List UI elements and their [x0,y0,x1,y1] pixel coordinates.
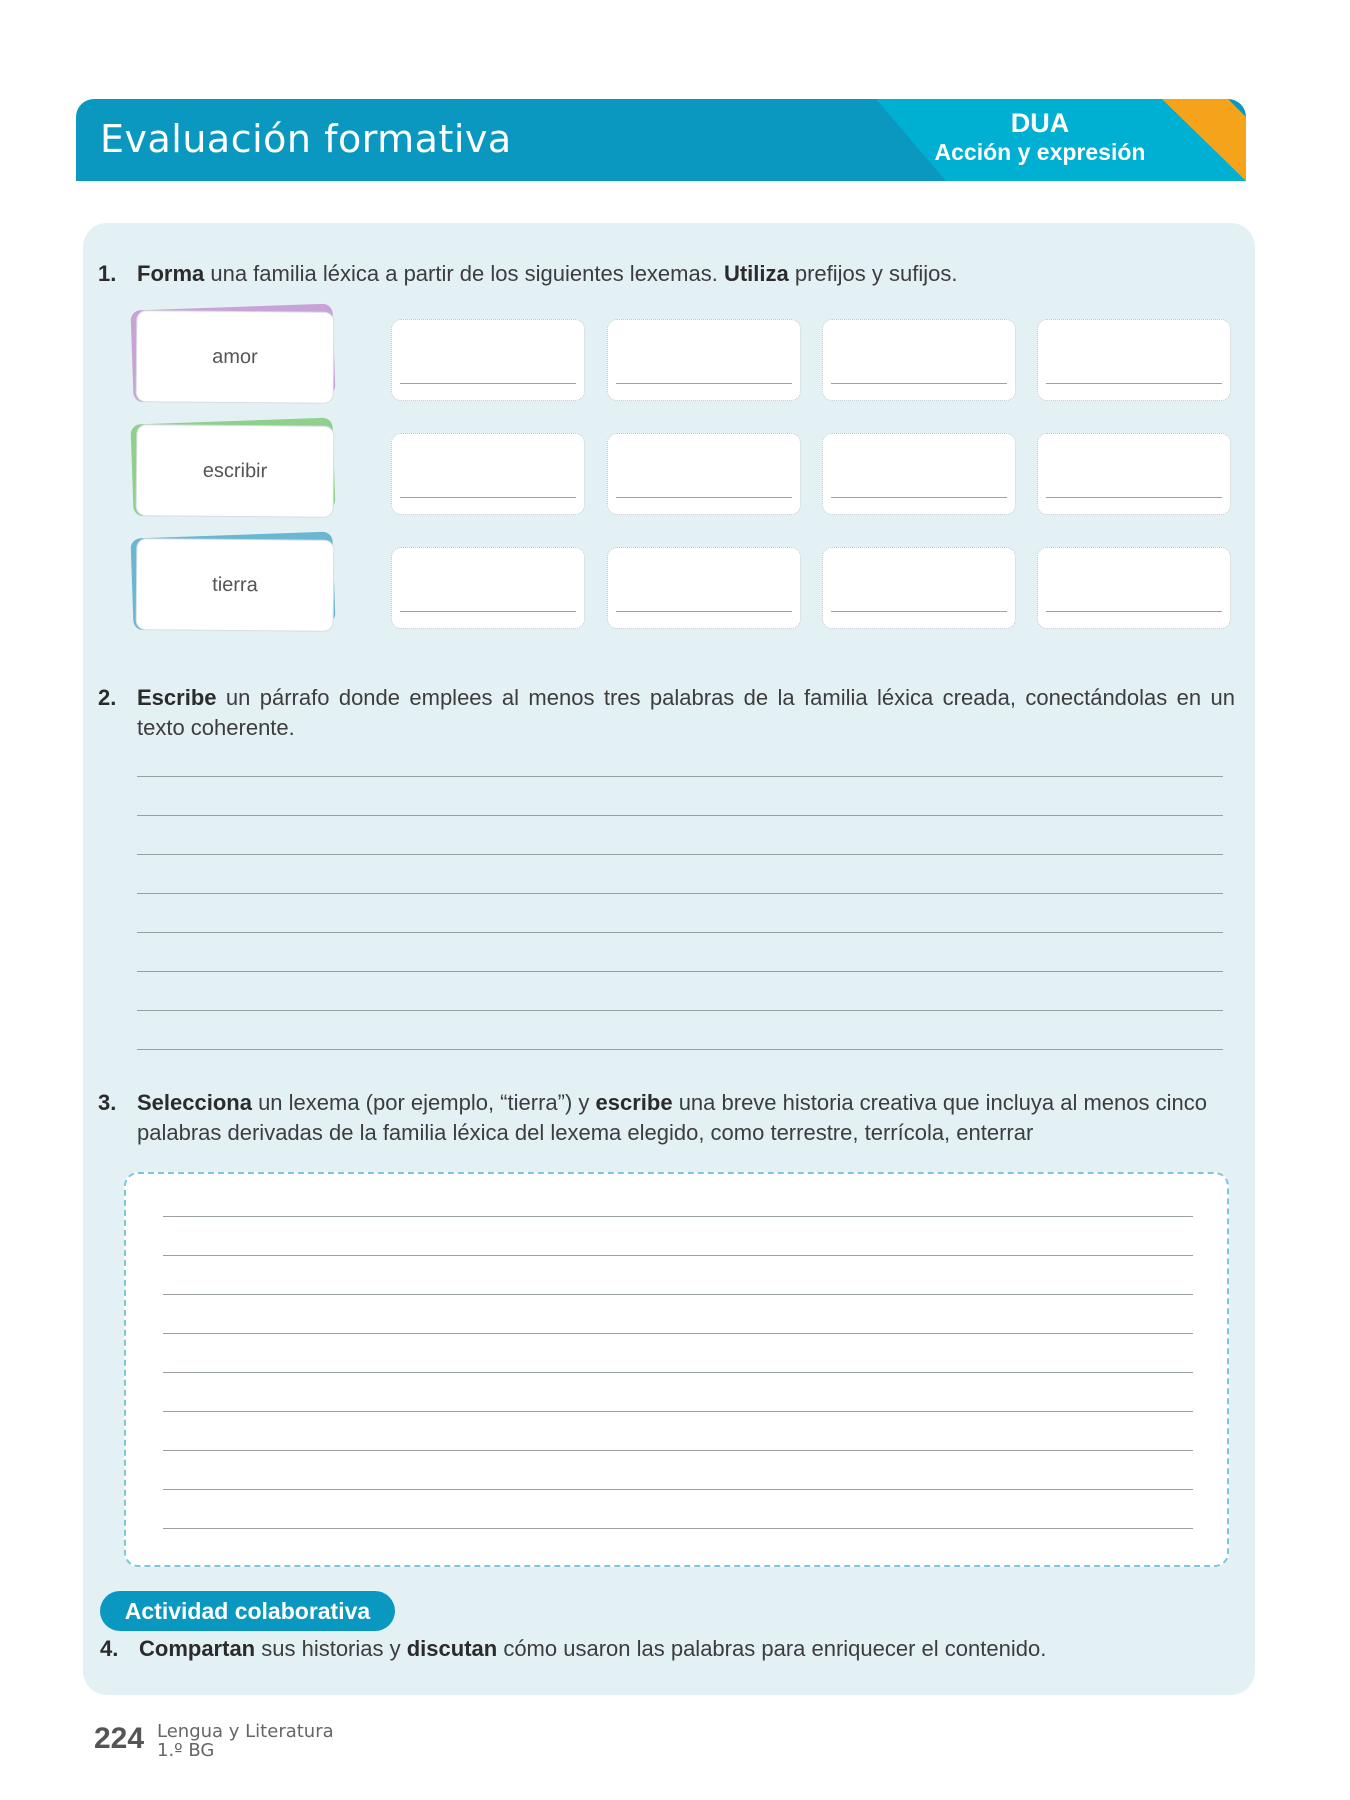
answer-box[interactable] [1037,547,1231,629]
writing-line [163,1372,1193,1373]
instruction-verb: Compartan [139,1636,256,1661]
writing-line [137,932,1223,933]
footer-subject [157,1722,334,1760]
writing-line [163,1255,1193,1256]
instruction-text: sus historias y [255,1636,407,1661]
writing-line [137,971,1223,972]
writing-line [137,854,1223,855]
instruction-verb: Selecciona [137,1090,252,1115]
instruction-text: prefijos y sufijos. [788,261,958,286]
writing-line [137,1049,1223,1050]
writing-line [163,1333,1193,1334]
page-number: 224 [94,1722,145,1755]
writing-area-q3[interactable] [124,1172,1229,1567]
writing-line [163,1411,1193,1412]
grade-label: 1.º BG [157,1740,215,1761]
writing-line [163,1528,1193,1529]
writing-line [163,1489,1193,1490]
answer-box[interactable] [391,433,585,515]
question-3 [98,1088,1235,1150]
question-2 [98,683,1235,745]
answer-box[interactable] [1037,319,1231,401]
answer-box[interactable] [607,433,801,515]
instruction-verb: Forma [137,261,205,286]
question-number: 2. [98,685,117,710]
lexeme-label: tierra [136,538,335,632]
instruction-verb: discutan [406,1636,498,1661]
answer-box[interactable] [391,547,585,629]
instruction-text: cómo usaron las palabras para enriquecer el contenido. [497,1636,1047,1661]
dua-title: DUA [1010,108,1070,138]
dua-subtitle: Acción y expresión [934,139,1146,165]
answer-box[interactable] [607,547,801,629]
instruction-verb: escribe [595,1090,673,1115]
answer-box[interactable] [822,433,1016,515]
instruction-text: un lexema (por ejemplo, “tierra”) y [251,1090,596,1115]
answer-box[interactable] [391,319,585,401]
instruction-text: un párrafo donde emplees al menos tres palabras de la familia léxica creada, conectándolas en un texto coherente. [137,685,1235,740]
answer-box[interactable] [822,547,1016,629]
writing-line [163,1294,1193,1295]
question-number: 4. [100,1636,119,1661]
instruction-verb: Escribe [137,685,217,710]
writing-line [137,776,1223,777]
question-number: 1. [98,261,117,286]
subject-name: Lengua y Literatura [157,1721,334,1742]
dua-badge [890,108,1260,166]
answer-box[interactable] [607,319,801,401]
instruction-verb: Utiliza [723,261,789,286]
writing-line [137,815,1223,816]
collaborative-activity-badge: Actividad colaborativa [100,1591,395,1631]
lexeme-card-amor [132,307,337,407]
instruction-text: una breve historia creativa que incluya al menos cinco palabras derivadas de la familia léxica del lexema elegido, como terrestre, terrícola, enterrar [137,1090,1207,1145]
writing-line [163,1216,1193,1217]
answer-box[interactable] [1037,433,1231,515]
lexeme-label: amor [136,310,335,404]
lexeme-card-escribir [132,421,337,521]
page-title: Evaluación formativa [100,117,512,161]
writing-line [137,1010,1223,1011]
lexeme-label: escribir [136,424,335,518]
writing-line [137,893,1223,894]
question-number: 3. [98,1090,117,1115]
lexeme-card-tierra [132,535,337,635]
writing-line [163,1450,1193,1451]
instruction-text: una familia léxica a partir de los siguientes lexemas. [204,261,724,286]
answer-box[interactable] [822,319,1016,401]
